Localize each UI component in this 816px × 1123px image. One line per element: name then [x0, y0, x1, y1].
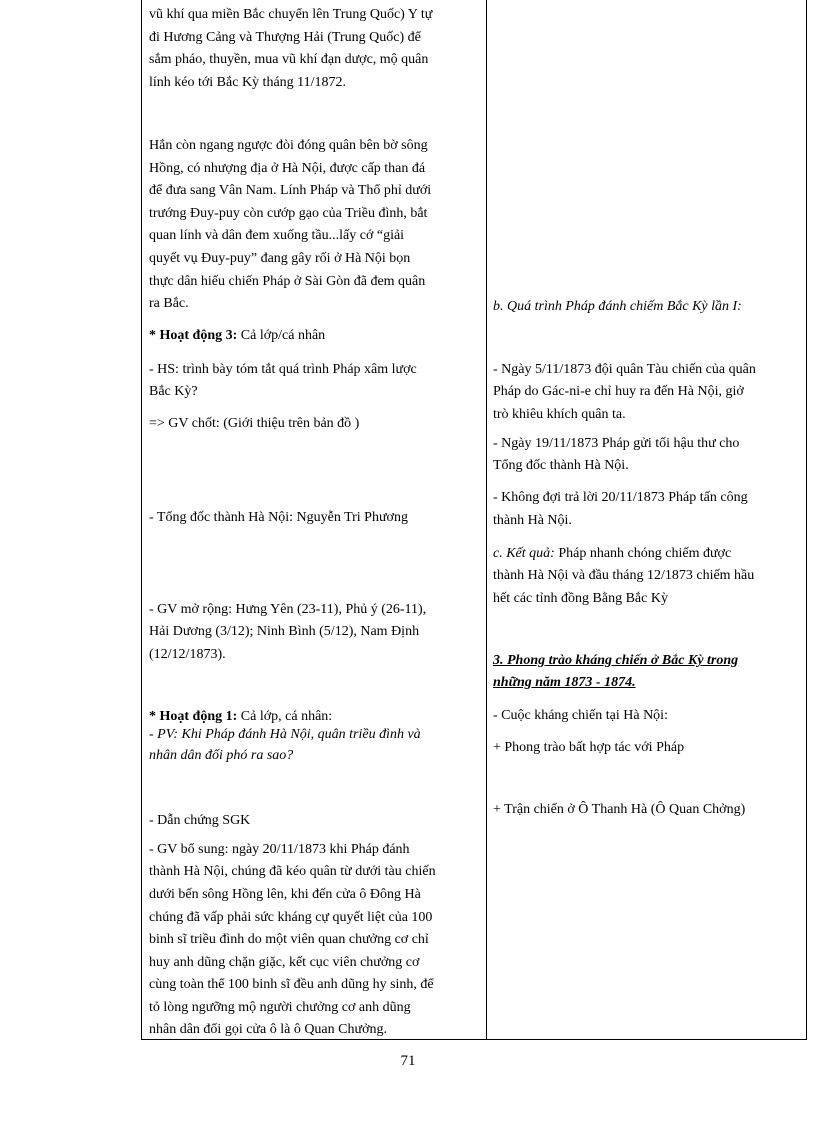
- left-dupuis-line: quyết vụ Đuy-puy” đang gây rối ở Hà Nội bọn: [149, 251, 411, 266]
- left-dupuis-line: thực dân hiếu chiến Pháp ở Sài Gòn đã đem quân: [149, 274, 426, 289]
- left-intro-line: vũ khí qua miền Bắc chuyển lên Trung Quốc) Y tự: [149, 7, 433, 22]
- battle-line: + Trận chiến ở Ô Thanh Hà (Ô Quan Chởng): [493, 802, 746, 817]
- question-line: - PV: Khi Pháp đánh Hà Nội, quân triều đình và: [149, 727, 421, 742]
- page-number: 71: [400, 1053, 416, 1069]
- event-2-line: Tổng đốc thành Hà Nội.: [493, 458, 629, 473]
- hs-task-line: - HS: trình bày tóm tắt quá trình Pháp xâm lược: [149, 362, 417, 377]
- question-line: nhân dân đối phó ra sao?: [149, 748, 294, 763]
- activity-1-mode: Cả lớp, cá nhân:: [237, 709, 333, 724]
- gv-supplement-line: cùng toàn thể 100 binh sĩ đều anh dũng hy sinh, để: [149, 977, 434, 992]
- left-dupuis-line: Hắn còn ngang ngược đòi đóng quân bên bờ sông: [149, 138, 428, 153]
- left-dupuis-line: để đưa sang Vân Nam. Lính Pháp và Thổ phỉ dưới: [149, 183, 432, 198]
- result-line: thành Hà Nội và đầu tháng 12/1873 chiếm hầu: [493, 568, 755, 583]
- governor-line: - Tổng đốc thành Hà Nội: Nguyễn Tri Phương: [149, 510, 408, 525]
- result-heading: [493, 543, 731, 566]
- activity-3-heading: [149, 325, 325, 348]
- event-2-line: - Ngày 19/11/1873 Pháp gửi tối hậu thư cho: [493, 436, 740, 451]
- noncooperation-line: + Phong trào bất hợp tác với Pháp: [493, 740, 685, 755]
- left-dupuis-line: trướng Đuy-puy còn cướp gạo của Triều đình, bắt: [149, 206, 428, 221]
- resistance-line: - Cuộc kháng chiến tại Hà Nội:: [493, 708, 668, 723]
- result-text: Pháp nhanh chóng chiếm được: [554, 546, 732, 561]
- gv-supplement-line: thành Hà Nội, chúng đã kéo quân từ dưới tàu chiến: [149, 864, 436, 879]
- gv-supplement-line: binh sĩ triều đình do một viên quan chưởng cơ chỉ: [149, 932, 429, 947]
- gv-supplement-line: nhân dân đổi gọi cửa ô là ô Quan Chưởng.: [149, 1022, 387, 1037]
- result-label: c. Kết quả:: [493, 546, 555, 561]
- column-divider: [486, 0, 487, 1040]
- gv-supplement-line: chúng đã vấp phải sức kháng cự quyết liệt của 100: [149, 910, 433, 925]
- event-1-line: trò khiêu khích quân ta.: [493, 407, 626, 422]
- gv-expand-line: (12/12/1873).: [149, 647, 226, 662]
- left-dupuis-line: quan lính và dân đem xuống tầu...lấy cớ “giải: [149, 228, 405, 243]
- gv-conclude: => GV chốt: (Giới thiệu trên bản đồ ): [149, 416, 360, 431]
- section-3-title: 3. Phong trào kháng chiến ở Bắc Kỳ trong: [493, 653, 739, 668]
- evidence-line: - Dẫn chứng SGK: [149, 813, 251, 828]
- event-3-line: thành Hà Nội.: [493, 513, 572, 528]
- activity-3-label: * Hoạt động 3:: [149, 328, 238, 343]
- left-intro-line: đi Hương Cảng và Thượng Hải (Trung Quốc) để: [149, 30, 421, 45]
- left-dupuis-line: ra Bắc.: [149, 296, 189, 311]
- left-intro-line: sắm pháo, thuyền, mua vũ khí đạn dược, mộ quân: [149, 52, 429, 67]
- gv-expand-line: Hải Dương (3/12); Ninh Bình (5/12), Nam Định: [149, 624, 420, 639]
- event-1-line: Pháp do Gác-ni-e chỉ huy ra đến Hà Nội, giở: [493, 384, 744, 399]
- left-intro-line: lính kéo tới Bắc Kỳ tháng 11/1872.: [149, 75, 347, 90]
- result-line: hết các tỉnh đồng Bằng Bắc Kỳ: [493, 591, 668, 606]
- activity-3-mode: Cả lớp/cá nhân: [237, 328, 326, 343]
- event-3-line: - Không đợi trả lời 20/11/1873 Pháp tấn công: [493, 490, 748, 505]
- section-b-title: b. Quá trình Pháp đánh chiếm Bắc Kỳ lần I:: [493, 299, 742, 314]
- gv-supplement-line: dưới bến sông Hồng lên, khi đến cửa ô Đông Hà: [149, 887, 421, 902]
- gv-supplement-line: - GV bổ sung: ngày 20/11/1873 khi Pháp đánh: [149, 842, 410, 857]
- left-dupuis-line: Hồng, có nhượng địa ở Hà Nội, được cấp than đá: [149, 161, 426, 176]
- activity-1-label: * Hoạt động 1:: [149, 709, 238, 724]
- gv-supplement-line: huy anh dũng chặn giặc, kết cục viên chưởng cơ: [149, 955, 420, 970]
- gv-supplement-line: tỏ lòng ngưỡng mộ người chưởng cơ anh dũng: [149, 1000, 411, 1015]
- event-1-line: - Ngày 5/11/1873 đội quân Tàu chiến của quân: [493, 362, 756, 377]
- hs-task-line: Bắc Kỳ?: [149, 384, 198, 399]
- gv-expand-line: - GV mở rộng: Hưng Yên (23-11), Phủ ý (26-11),: [149, 602, 427, 617]
- section-3-title: những năm 1873 - 1874.: [493, 675, 636, 690]
